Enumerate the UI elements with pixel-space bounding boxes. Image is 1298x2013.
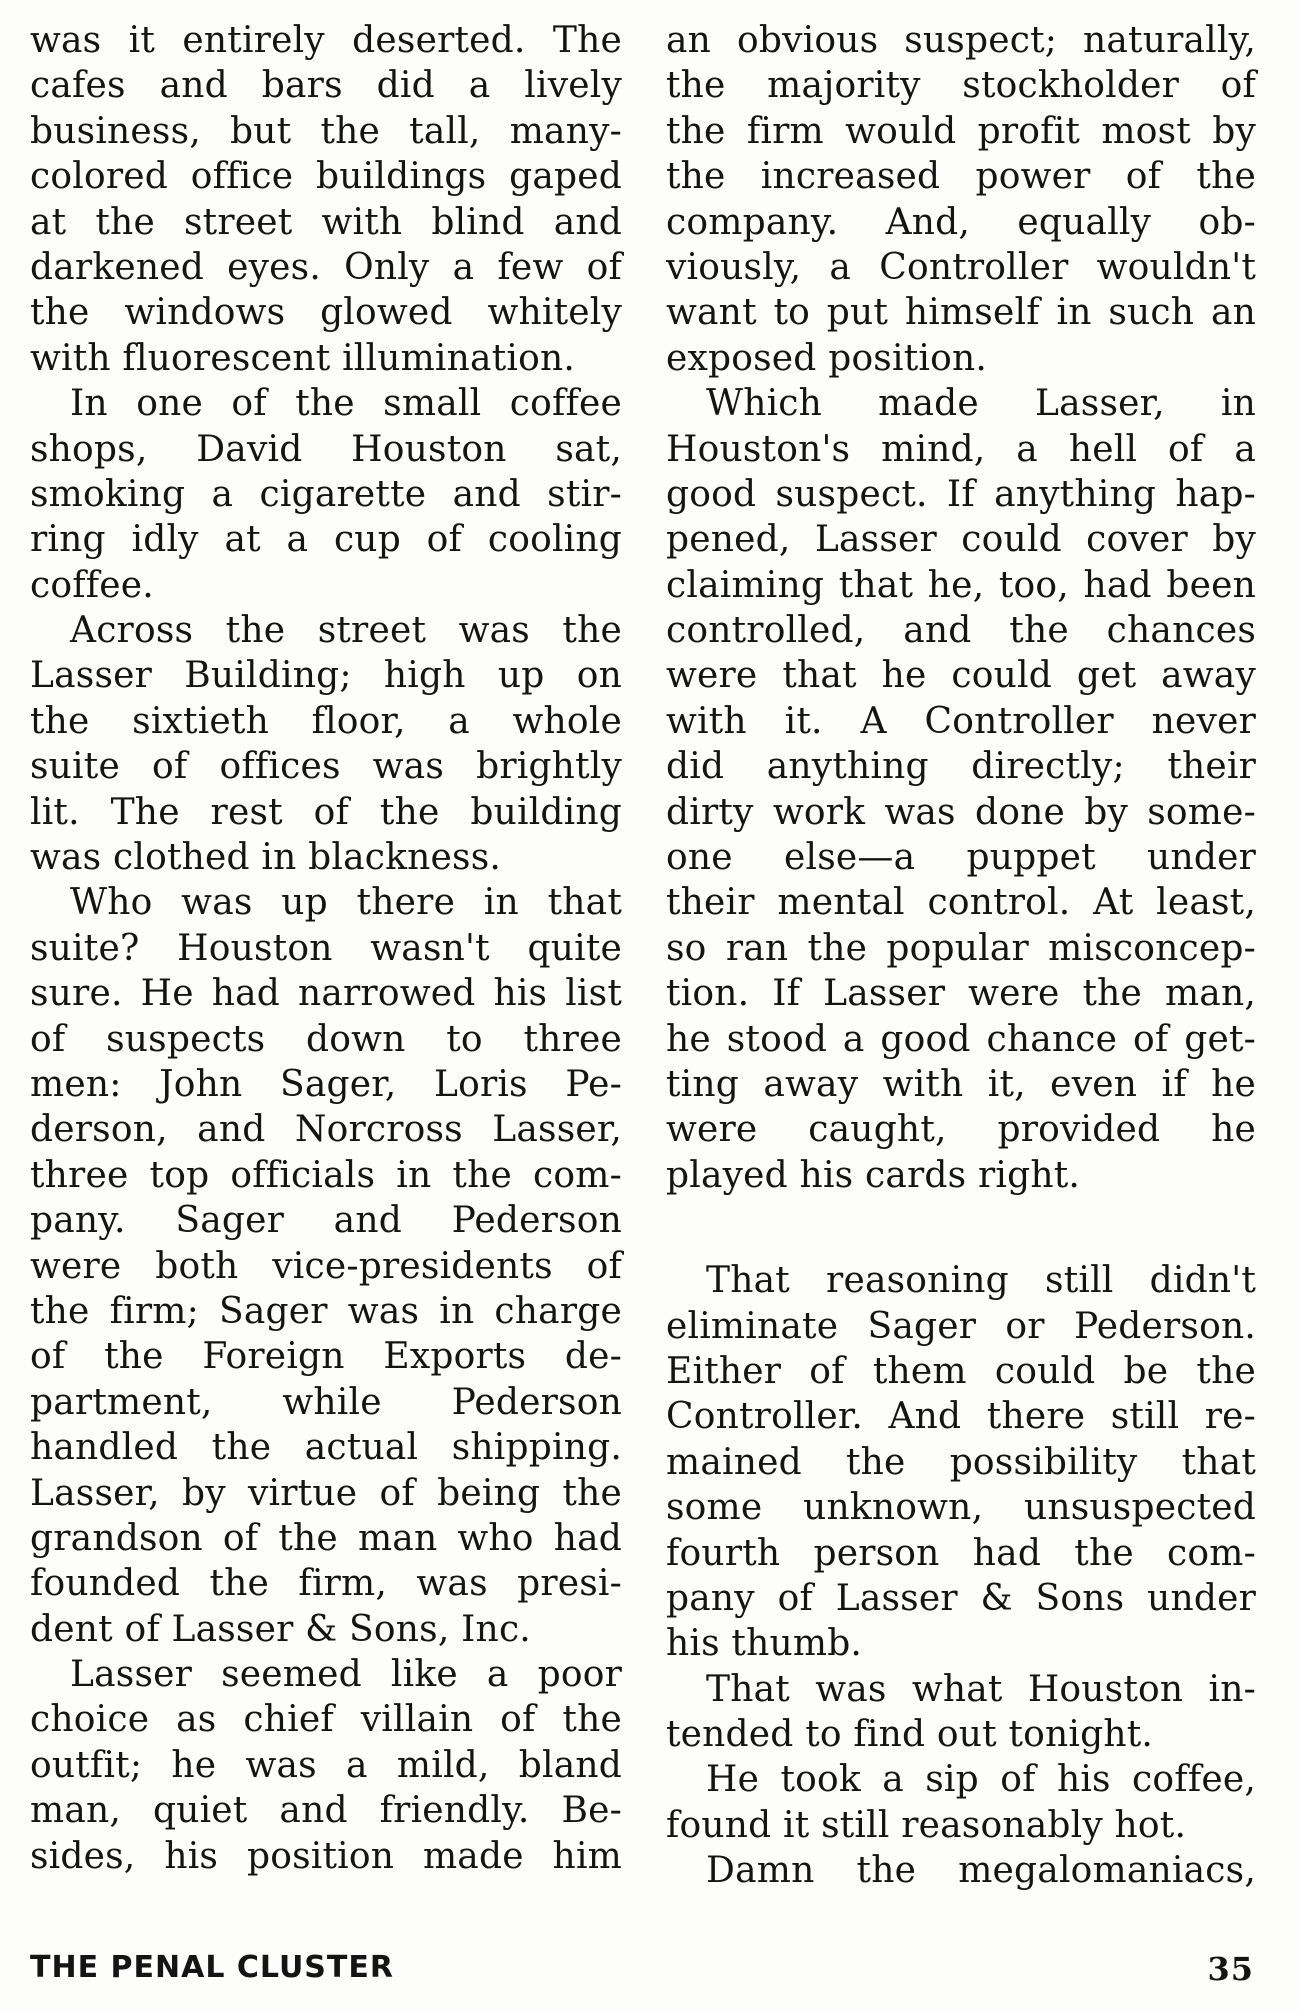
text-line: He took a sip of his coffee,	[706, 1759, 1256, 1801]
text-line: were that he could get away	[666, 655, 1256, 697]
text-line: sure. He had narrowed his list	[30, 973, 622, 1015]
text-line: suite? Houston wasn't quite	[30, 927, 622, 969]
text-line: the majority stockholder of	[666, 65, 1256, 107]
text-line: man, quiet and friendly. Be-	[30, 1790, 622, 1832]
text-line: dirty work was done by some-	[666, 791, 1256, 833]
text-line: the sixtieth floor, a whole	[30, 700, 622, 742]
text-line: darkened eyes. Only a few of	[30, 246, 622, 288]
text-line: pany. Sager and Pederson	[30, 1200, 622, 1242]
section-break	[666, 1198, 1256, 1258]
text-line: shops, David Houston sat,	[30, 428, 622, 470]
text-line: viously, a Controller wouldn't	[666, 246, 1256, 288]
text-line: company. And, equally ob-	[666, 201, 1256, 243]
right-text-column	[666, 18, 1256, 1894]
text-line: were caught, provided he	[666, 1109, 1256, 1151]
text-line: Houston's mind, a hell of a	[666, 428, 1256, 470]
text-line: coffee.	[30, 564, 154, 606]
text-line: dent of Lasser & Sons, Inc.	[30, 1608, 531, 1650]
text-line: That was what Houston in-	[706, 1668, 1256, 1710]
text-line: founded the firm, was presi-	[30, 1563, 622, 1605]
text-line: three top officials in the com-	[30, 1154, 622, 1196]
text-line: tended to find out tonight.	[666, 1714, 1154, 1756]
text-line: Which made Lasser, in	[706, 383, 1256, 425]
text-line: of the Foreign Exports de-	[30, 1336, 622, 1378]
text-line: exposed position.	[666, 337, 987, 379]
text-line: were both vice-presidents of	[30, 1245, 622, 1287]
text-line: Who was up there in that	[70, 882, 622, 924]
text-line: found it still reasonably hot.	[666, 1804, 1187, 1846]
text-line: some unknown, unsuspected	[666, 1487, 1256, 1529]
right-column-lower-block	[666, 1258, 1256, 1893]
text-line: at the street with blind and	[30, 201, 622, 243]
text-line: ring idly at a cup of cooling	[30, 519, 622, 561]
text-line: smoking a cigarette and stir-	[30, 473, 622, 515]
text-line: with it. A Controller never	[666, 700, 1256, 742]
text-line: the increased power of the	[666, 156, 1256, 198]
text-line: the windows glowed whitely	[30, 292, 622, 334]
text-line: played his cards right.	[666, 1154, 1081, 1196]
text-line: men: John Sager, Loris Pe-	[30, 1063, 622, 1105]
text-line: so ran the popular misconcep-	[666, 927, 1256, 969]
text-line: their mental control. At least,	[666, 882, 1256, 924]
text-line: the firm; Sager was in charge	[30, 1290, 622, 1332]
text-line: want to put himself in such an	[666, 292, 1256, 334]
page-number: 35	[1207, 1950, 1254, 1988]
text-line: cafes and bars did a lively	[30, 65, 622, 107]
text-line: of suspects down to three	[30, 1018, 622, 1060]
text-line: Either of them could be the	[666, 1350, 1256, 1392]
text-line: fourth person had the com-	[666, 1532, 1256, 1574]
text-line: his thumb.	[666, 1623, 863, 1665]
text-line: Lasser Building; high up on	[30, 655, 622, 697]
text-line: good suspect. If anything hap-	[666, 473, 1256, 515]
text-line: controlled, and the chances	[666, 610, 1256, 652]
text-line: outfit; he was a mild, bland	[30, 1744, 622, 1786]
right-column-upper-block	[666, 18, 1256, 1198]
text-line: Damn the megalomaniacs,	[706, 1850, 1256, 1892]
text-line: suite of offices was brightly	[30, 746, 622, 788]
text-line: business, but the tall, many-	[30, 110, 622, 152]
text-line: the firm would profit most by	[666, 110, 1256, 152]
text-line: derson, and Norcross Lasser,	[30, 1109, 622, 1151]
text-line: an obvious suspect; naturally,	[666, 20, 1256, 61]
text-line: lit. The rest of the building	[30, 791, 622, 833]
text-line: In one of the small coffee	[70, 383, 622, 425]
text-line: colored office buildings gaped	[30, 156, 622, 198]
text-line: mained the possibility that	[666, 1441, 1256, 1483]
text-line: with fluorescent illumination.	[30, 337, 575, 379]
text-line: partment, while Pederson	[30, 1381, 622, 1423]
text-line: tion. If Lasser were the man,	[666, 973, 1256, 1015]
text-line: was clothed in blackness.	[30, 837, 502, 879]
text-line: eliminate Sager or Pederson.	[666, 1305, 1256, 1347]
text-line: handled the actual shipping.	[30, 1427, 622, 1469]
text-line: Lasser seemed like a poor	[70, 1654, 622, 1696]
text-line: choice as chief villain of the	[30, 1699, 622, 1741]
left-text-column	[30, 18, 622, 1879]
text-line: Controller. And there still re-	[666, 1396, 1256, 1438]
text-line: was it entirely deserted. The	[30, 20, 622, 61]
text-line: one else—a puppet under	[666, 837, 1256, 879]
text-line: ting away with it, even if he	[666, 1063, 1256, 1105]
text-line: pened, Lasser could cover by	[666, 519, 1256, 561]
running-footer-title: THE PENAL CLUSTER	[30, 1950, 394, 1985]
text-line: pany of Lasser & Sons under	[666, 1577, 1256, 1619]
text-line: Across the street was the	[70, 610, 622, 652]
text-line: he stood a good chance of get-	[666, 1018, 1256, 1060]
text-line: did anything directly; their	[666, 746, 1256, 788]
text-line: That reasoning still didn't	[706, 1260, 1256, 1302]
text-line: claiming that he, too, had been	[666, 564, 1256, 606]
text-line: grandson of the man who had	[30, 1517, 622, 1559]
text-line: Lasser, by virtue of being the	[30, 1472, 622, 1514]
text-line: sides, his position made him	[30, 1835, 622, 1877]
